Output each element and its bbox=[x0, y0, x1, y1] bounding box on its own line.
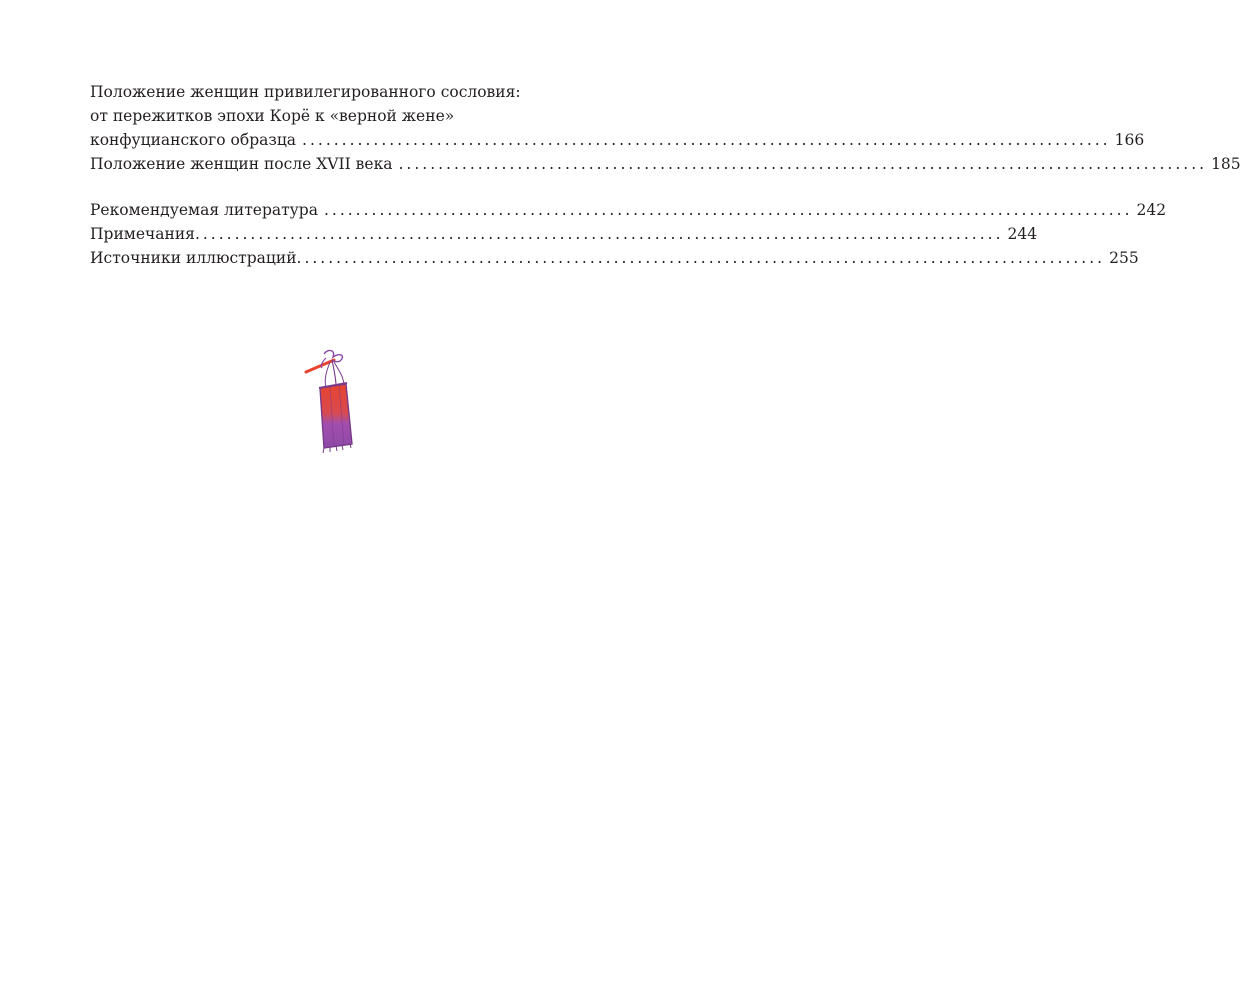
toc-leader-dots: ...................................................................................................... bbox=[302, 131, 1111, 149]
toc-entry-title: Примечания bbox=[90, 225, 195, 243]
toc-entry-after-17th-century[interactable] bbox=[90, 152, 1241, 176]
toc-page-number: 242 bbox=[1136, 201, 1167, 219]
toc-entry-last-line bbox=[90, 198, 1167, 222]
toc-leader-dots: ...................................................................................................... bbox=[323, 201, 1133, 219]
toc-page-number: 244 bbox=[1007, 225, 1038, 243]
toc-entry-title-line: от пережитков эпохи Корё к «верной жене» bbox=[90, 107, 455, 125]
table-of-contents bbox=[90, 80, 1241, 270]
toc-section-gap bbox=[90, 176, 584, 198]
toc-entry-last-line bbox=[90, 128, 1145, 152]
toc-entry-last-line bbox=[90, 246, 1139, 270]
toc-leader-dots: ...................................................................................................... bbox=[296, 249, 1106, 267]
toc-page-number: 166 bbox=[1114, 131, 1145, 149]
toc-page-number: 185 bbox=[1211, 155, 1241, 173]
toc-entry-title: Положение женщин после XVII века bbox=[90, 155, 393, 173]
toc-entry-title-line: Положение женщин привилегированного сословия: bbox=[90, 83, 521, 101]
toc-entry-privileged-women[interactable] bbox=[90, 80, 1145, 152]
toc-page-number: 255 bbox=[1109, 249, 1139, 267]
toc-entry-title-line: конфуцианского образца bbox=[90, 131, 297, 149]
toc-entry-last-line bbox=[90, 152, 1241, 176]
toc-entry-last-line bbox=[90, 222, 1038, 246]
toc-entry-title: Рекомендуемая литература bbox=[90, 201, 318, 219]
toc-leader-dots: ...................................................................................................... bbox=[398, 155, 1208, 173]
hanging-lantern-icon bbox=[300, 348, 366, 456]
toc-entry-title: Источники иллюстраций bbox=[90, 249, 297, 267]
toc-entry-notes[interactable] bbox=[90, 222, 1038, 246]
toc-leader-dots: ...................................................................................................... bbox=[194, 225, 1004, 243]
toc-entry-illustration-sources[interactable] bbox=[90, 246, 1139, 270]
toc-entry-recommended-literature[interactable] bbox=[90, 198, 1167, 222]
